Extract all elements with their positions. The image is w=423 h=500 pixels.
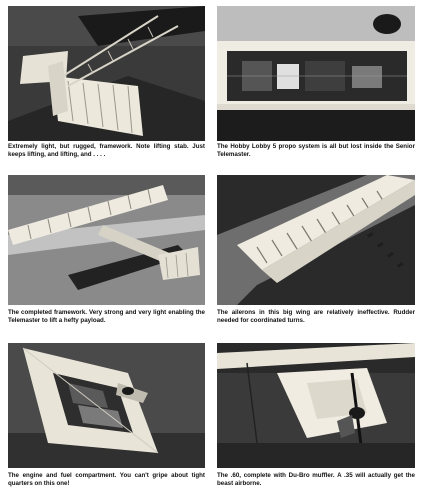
photo-tail-framework (8, 6, 205, 141)
caption-4: The ailerons in this big wing are relatively ineffective. Rudder needed for coordinated turns. (217, 309, 415, 324)
caption-2: The Hobby Lobby 5 propo system is all but lost inside the Senior Telemaster. (217, 143, 415, 158)
photo-wing-ailerons (217, 175, 415, 305)
caption-3: The completed framework. Very strong and very light enabling the Telemaster to lift a hefty payload. (8, 309, 205, 324)
caption-1: Extremely light, but rugged, framework. Note lifting stab. Just keeps lifting, and lifting, and . . . . (8, 143, 205, 158)
caption-6: The .60, complete with Du-Bro muffler. A .35 will actually get the beast airborne. (217, 472, 415, 487)
photo-completed-framework (8, 175, 205, 305)
photo-engine-compartment (8, 343, 205, 468)
photo-radio-inside-fuselage (217, 6, 415, 141)
caption-5: The engine and fuel compartment. You can't gripe about tight quarters on this one! (8, 472, 205, 487)
photo-engine-muffler (217, 343, 415, 468)
